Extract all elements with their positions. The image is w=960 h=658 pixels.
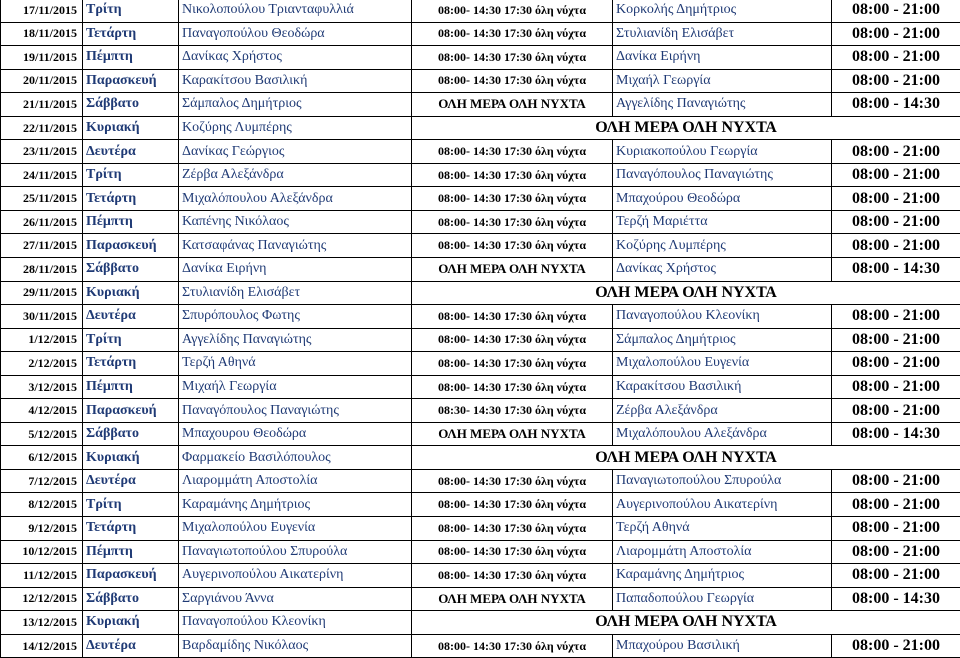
shift-cell: ΟΛΗ ΜΕΡΑ ΟΛΗ ΝΥΧΤΑ xyxy=(412,422,613,446)
table-row xyxy=(1,22,960,46)
pharmacy-cell: Νικολοπούλου Τριανταφυλλιά xyxy=(179,0,412,22)
hours-cell: 08:00 - 21:00 xyxy=(832,0,960,22)
date-cell: 1/12/2015 xyxy=(1,328,83,352)
hours-cell: 08:00 - 21:00 xyxy=(832,540,960,564)
shift-cell: ΟΛΗ ΜΕΡΑ ΟΛΗ ΝΥΧΤΑ xyxy=(412,93,613,117)
hours-cell: 08:00 - 21:00 xyxy=(832,399,960,423)
pharmacy-cell: Κοζύρης Λυμπέρης xyxy=(179,116,412,140)
hours-cell: 08:00 - 21:00 xyxy=(832,493,960,517)
date-cell: 29/11/2015 xyxy=(1,281,83,305)
weekday-cell: Σάββατο xyxy=(83,587,179,611)
hours-cell: 08:00 - 21:00 xyxy=(832,163,960,187)
hours-cell: 08:00 - 21:00 xyxy=(832,210,960,234)
pharmacy-cell: Κατσαφάνας Παναγιώτης xyxy=(179,234,412,258)
second-pharmacy-cell: Μπαχούρου Θεοδώρα xyxy=(613,187,832,211)
hours-cell: 08:00 - 21:00 xyxy=(832,375,960,399)
shift-cell: 08:00- 14:30 17:30 όλη νύχτα xyxy=(412,22,613,46)
table-row xyxy=(1,0,960,22)
table-row xyxy=(1,305,960,329)
shift-cell: 08:00- 14:30 17:30 όλη νύχτα xyxy=(412,540,613,564)
shift-cell: 08:00- 14:30 17:30 όλη νύχτα xyxy=(412,0,613,22)
date-cell: 24/11/2015 xyxy=(1,163,83,187)
table-row xyxy=(1,116,960,140)
shift-cell: ΟΛΗ ΜΕΡΑ ΟΛΗ ΝΥΧΤΑ xyxy=(412,258,613,282)
pharmacy-cell: Σαργιάνου Άννα xyxy=(179,587,412,611)
weekday-cell: Πέμπτη xyxy=(83,540,179,564)
date-cell: 9/12/2015 xyxy=(1,517,83,541)
weekday-cell: Πέμπτη xyxy=(83,375,179,399)
weekday-cell: Παρασκευή xyxy=(83,234,179,258)
date-cell: 6/12/2015 xyxy=(1,446,83,470)
hours-cell: 08:00 - 14:30 xyxy=(832,422,960,446)
weekday-cell: Παρασκευή xyxy=(83,69,179,93)
weekday-cell: Τετάρτη xyxy=(83,187,179,211)
table-row xyxy=(1,140,960,164)
date-cell: 8/12/2015 xyxy=(1,493,83,517)
pharmacy-cell: Καραμάνης Δημήτριος xyxy=(179,493,412,517)
date-cell: 3/12/2015 xyxy=(1,375,83,399)
hours-cell: 08:00 - 21:00 xyxy=(832,328,960,352)
pharmacy-cell: Παναγοπούλου Κλεονίκη xyxy=(179,611,412,635)
shift-cell: 08:00- 14:30 17:30 όλη νύχτα xyxy=(412,163,613,187)
hours-cell: 08:00 - 21:00 xyxy=(832,352,960,376)
weekday-cell: Σάββατο xyxy=(83,422,179,446)
second-pharmacy-cell: Δανίκας Χρήστος xyxy=(613,258,832,282)
table-row xyxy=(1,422,960,446)
second-pharmacy-cell: Σάμπαλος Δημήτριος xyxy=(613,328,832,352)
shift-cell: 08:00- 14:30 17:30 όλη νύχτα xyxy=(412,234,613,258)
pharmacy-cell: Δανίκα Ειρήνη xyxy=(179,258,412,282)
full-day-night-cell: ΟΛΗ ΜΕΡΑ ΟΛΗ ΝΥΧΤΑ xyxy=(412,116,960,140)
shift-cell: 08:00- 14:30 17:30 όλη νύχτα xyxy=(412,305,613,329)
full-day-night-cell: ΟΛΗ ΜΕΡΑ ΟΛΗ ΝΥΧΤΑ xyxy=(412,446,960,470)
weekday-cell: Τρίτη xyxy=(83,163,179,187)
weekday-cell: Πέμπτη xyxy=(83,210,179,234)
shift-cell: 08:00- 14:30 17:30 όλη νύχτα xyxy=(412,187,613,211)
table-row xyxy=(1,258,960,282)
hours-cell: 08:00 - 21:00 xyxy=(832,69,960,93)
full-day-night-cell: ΟΛΗ ΜΕΡΑ ΟΛΗ ΝΥΧΤΑ xyxy=(412,611,960,635)
hours-cell: 08:00 - 21:00 xyxy=(832,634,960,658)
pharmacy-cell: Καρακίτσου Βασιλική xyxy=(179,69,412,93)
pharmacy-cell: Αγγελίδης Παναγιώτης xyxy=(179,328,412,352)
table-row xyxy=(1,399,960,423)
table-row xyxy=(1,352,960,376)
table-row xyxy=(1,634,960,658)
shift-cell: 08:00- 14:30 17:30 όλη νύχτα xyxy=(412,493,613,517)
weekday-cell: Σάββατο xyxy=(83,93,179,117)
schedule-body xyxy=(1,0,960,658)
second-pharmacy-cell: Ζέρβα Αλεξάνδρα xyxy=(613,399,832,423)
table-row xyxy=(1,93,960,117)
date-cell: 27/11/2015 xyxy=(1,234,83,258)
date-cell: 19/11/2015 xyxy=(1,46,83,70)
weekday-cell: Τετάρτη xyxy=(83,352,179,376)
pharmacy-cell: Μπαχουρου Θεοδώρα xyxy=(179,422,412,446)
second-pharmacy-cell: Αγγελίδης Παναγιώτης xyxy=(613,93,832,117)
date-cell: 13/12/2015 xyxy=(1,611,83,635)
table-row xyxy=(1,469,960,493)
date-cell: 5/12/2015 xyxy=(1,422,83,446)
weekday-cell: Κυριακή xyxy=(83,611,179,635)
second-pharmacy-cell: Παναγόπουλος Παναγιώτης xyxy=(613,163,832,187)
table-row xyxy=(1,587,960,611)
table-row xyxy=(1,69,960,93)
pharmacy-cell: Φαρμακείο Βασιλόπουλος xyxy=(179,446,412,470)
pharmacy-cell: Μιχαλοπούλου Ευγενία xyxy=(179,517,412,541)
table-row xyxy=(1,281,960,305)
pharmacy-cell: Σάμπαλος Δημήτριος xyxy=(179,93,412,117)
hours-cell: 08:00 - 21:00 xyxy=(832,22,960,46)
shift-cell: 08:00- 14:30 17:30 όλη νύχτα xyxy=(412,517,613,541)
table-row xyxy=(1,564,960,588)
table-row xyxy=(1,517,960,541)
hours-cell: 08:00 - 14:30 xyxy=(832,258,960,282)
hours-cell: 08:00 - 21:00 xyxy=(832,140,960,164)
date-cell: 20/11/2015 xyxy=(1,69,83,93)
date-cell: 21/11/2015 xyxy=(1,93,83,117)
second-pharmacy-cell: Μπαχούρου Βασιλική xyxy=(613,634,832,658)
shift-cell: 08:00- 14:30 17:30 όλη νύχτα xyxy=(412,352,613,376)
weekday-cell: Τρίτη xyxy=(83,0,179,22)
date-cell: 12/12/2015 xyxy=(1,587,83,611)
hours-cell: 08:00 - 21:00 xyxy=(832,187,960,211)
weekday-cell: Τετάρτη xyxy=(83,22,179,46)
hours-cell: 08:00 - 21:00 xyxy=(832,234,960,258)
hours-cell: 08:00 - 21:00 xyxy=(832,305,960,329)
second-pharmacy-cell: Λιαρομμάτη Αποστολία xyxy=(613,540,832,564)
second-pharmacy-cell: Παπαδοπούλου Γεωργία xyxy=(613,587,832,611)
weekday-cell: Κυριακή xyxy=(83,116,179,140)
weekday-cell: Σάββατο xyxy=(83,258,179,282)
second-pharmacy-cell: Μιχαήλ Γεωργία xyxy=(613,69,832,93)
weekday-cell: Δευτέρα xyxy=(83,634,179,658)
pharmacy-cell: Παναγιωτοπούλου Σπυρούλα xyxy=(179,540,412,564)
shift-cell: 08:00- 14:30 17:30 όλη νύχτα xyxy=(412,210,613,234)
pharmacy-cell: Σπυρόπουλος Φωτης xyxy=(179,305,412,329)
second-pharmacy-cell: Κοζύρης Λυμπέρης xyxy=(613,234,832,258)
pharmacy-cell: Ζέρβα Αλεξάνδρα xyxy=(179,163,412,187)
table-row xyxy=(1,328,960,352)
shift-cell: 08:00- 14:30 17:30 όλη νύχτα xyxy=(412,69,613,93)
shift-cell: 08:00- 14:30 17:30 όλη νύχτα xyxy=(412,469,613,493)
pharmacy-cell: Στυλιανίδη Ελισάβετ xyxy=(179,281,412,305)
date-cell: 25/11/2015 xyxy=(1,187,83,211)
shift-cell: 08:00- 14:30 17:30 όλη νύχτα xyxy=(412,140,613,164)
pharmacy-cell: Βαρδαμίδης Νικόλαος xyxy=(179,634,412,658)
date-cell: 10/12/2015 xyxy=(1,540,83,564)
date-cell: 23/11/2015 xyxy=(1,140,83,164)
shift-cell: ΟΛΗ ΜΕΡΑ ΟΛΗ ΝΥΧΤΑ xyxy=(412,587,613,611)
table-row xyxy=(1,493,960,517)
hours-cell: 08:00 - 21:00 xyxy=(832,469,960,493)
table-row xyxy=(1,611,960,635)
weekday-cell: Τρίτη xyxy=(83,493,179,517)
date-cell: 26/11/2015 xyxy=(1,210,83,234)
date-cell: 22/11/2015 xyxy=(1,116,83,140)
second-pharmacy-cell: Δανίκα Ειρήνη xyxy=(613,46,832,70)
hours-cell: 08:00 - 21:00 xyxy=(832,46,960,70)
date-cell: 28/11/2015 xyxy=(1,258,83,282)
weekday-cell: Δευτέρα xyxy=(83,140,179,164)
table-row xyxy=(1,210,960,234)
date-cell: 18/11/2015 xyxy=(1,22,83,46)
pharmacy-cell: Παναγόπουλος Παναγιώτης xyxy=(179,399,412,423)
second-pharmacy-cell: Μιχαλοπούλου Ευγενία xyxy=(613,352,832,376)
full-day-night-cell: ΟΛΗ ΜΕΡΑ ΟΛΗ ΝΥΧΤΑ xyxy=(412,281,960,305)
weekday-cell: Τρίτη xyxy=(83,328,179,352)
second-pharmacy-cell: Τερζή Αθηνά xyxy=(613,517,832,541)
weekday-cell: Κυριακή xyxy=(83,281,179,305)
weekday-cell: Δευτέρα xyxy=(83,305,179,329)
pharmacy-cell: Δανίκας Γεώργιος xyxy=(179,140,412,164)
table-row xyxy=(1,540,960,564)
hours-cell: 08:00 - 21:00 xyxy=(832,564,960,588)
date-cell: 7/12/2015 xyxy=(1,469,83,493)
weekday-cell: Τετάρτη xyxy=(83,517,179,541)
date-cell: 30/11/2015 xyxy=(1,305,83,329)
second-pharmacy-cell: Κορκολής Δημήτριος xyxy=(613,0,832,22)
second-pharmacy-cell: Τερζή Μαριέττα xyxy=(613,210,832,234)
hours-cell: 08:00 - 21:00 xyxy=(832,517,960,541)
second-pharmacy-cell: Καραμάνης Δημήτριος xyxy=(613,564,832,588)
weekday-cell: Πέμπτη xyxy=(83,46,179,70)
table-row xyxy=(1,234,960,258)
table-row xyxy=(1,446,960,470)
pharmacy-cell: Μιχαλόπουλου Αλεξάνδρα xyxy=(179,187,412,211)
pharmacy-cell: Μιχαήλ Γεωργία xyxy=(179,375,412,399)
weekday-cell: Παρασκευή xyxy=(83,399,179,423)
hours-cell: 08:00 - 14:30 xyxy=(832,93,960,117)
weekday-cell: Κυριακή xyxy=(83,446,179,470)
weekday-cell: Παρασκευή xyxy=(83,564,179,588)
table-row xyxy=(1,375,960,399)
pharmacy-cell: Δανίκας Χρήστος xyxy=(179,46,412,70)
second-pharmacy-cell: Αυγερινοπούλου Αικατερίνη xyxy=(613,493,832,517)
date-cell: 11/12/2015 xyxy=(1,564,83,588)
second-pharmacy-cell: Παναγοπούλου Κλεονίκη xyxy=(613,305,832,329)
pharmacy-cell: Αυγερινοπούλου Αικατερίνη xyxy=(179,564,412,588)
shift-cell: 08:30- 14:30 17:30 όλη νύχτα xyxy=(412,399,613,423)
second-pharmacy-cell: Παναγιωτοπούλου Σπυρούλα xyxy=(613,469,832,493)
hours-cell: 08:00 - 14:30 xyxy=(832,587,960,611)
pharmacy-cell: Καπένης Νικόλαος xyxy=(179,210,412,234)
pharmacy-cell: Λιαρομμάτη Αποστολία xyxy=(179,469,412,493)
second-pharmacy-cell: Στυλιανίδη Ελισάβετ xyxy=(613,22,832,46)
pharmacy-cell: Τερζή Αθηνά xyxy=(179,352,412,376)
shift-cell: 08:00- 14:30 17:30 όλη νύχτα xyxy=(412,375,613,399)
shift-cell: 08:00- 14:30 17:30 όλη νύχτα xyxy=(412,564,613,588)
weekday-cell: Δευτέρα xyxy=(83,469,179,493)
date-cell: 4/12/2015 xyxy=(1,399,83,423)
shift-cell: 08:00- 14:30 17:30 όλη νύχτα xyxy=(412,46,613,70)
second-pharmacy-cell: Μιχαλόπουλου Αλεξάνδρα xyxy=(613,422,832,446)
date-cell: 14/12/2015 xyxy=(1,634,83,658)
table-row xyxy=(1,187,960,211)
shift-cell: 08:00- 14:30 17:30 όλη νύχτα xyxy=(412,634,613,658)
date-cell: 2/12/2015 xyxy=(1,352,83,376)
pharmacy-cell: Παναγοπούλου Θεοδώρα xyxy=(179,22,412,46)
table-row xyxy=(1,163,960,187)
table-row xyxy=(1,46,960,70)
second-pharmacy-cell: Καρακίτσου Βασιλική xyxy=(613,375,832,399)
shift-cell: 08:00- 14:30 17:30 όλη νύχτα xyxy=(412,328,613,352)
second-pharmacy-cell: Κυριακοπούλου Γεωργία xyxy=(613,140,832,164)
date-cell: 17/11/2015 xyxy=(1,0,83,22)
